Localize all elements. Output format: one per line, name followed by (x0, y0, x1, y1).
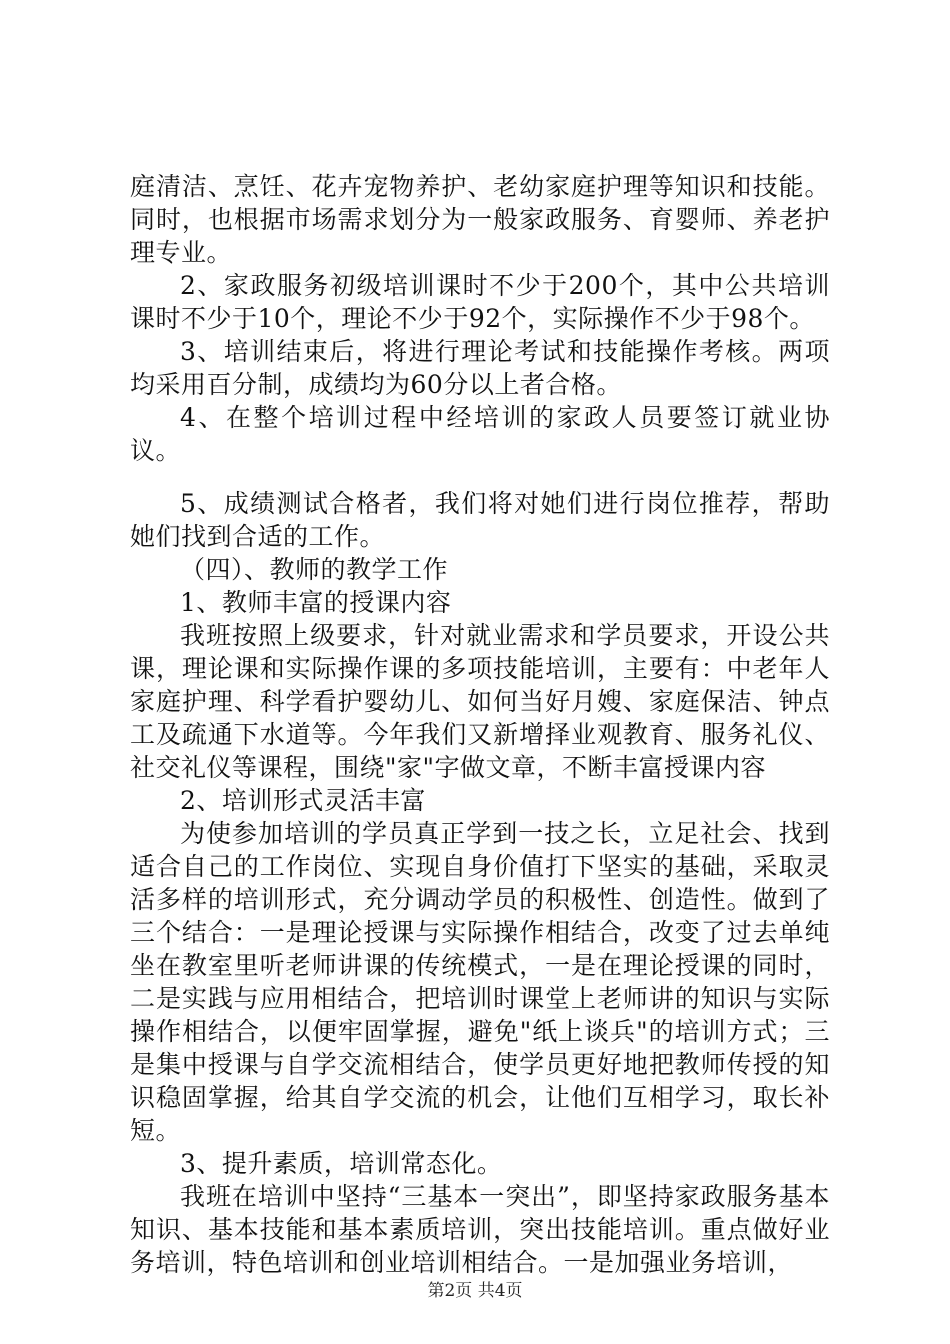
paragraph-quality: 我班在培训中坚持“三基本一突出”，即坚持家政服务基本知识、基本技能和基本素质培训，突出技能培训。重点做好业务培训，特色培训和创业培训相结合。一是加强业务培训， (130, 1182, 830, 1277)
subheading-training-form: 2、培训形式灵活丰富 (180, 786, 426, 815)
paragraph-continuation: 庭清洁、烹饪、花卉宠物养护、老幼家庭护理等知识和技能。同时，也根据市场需求划分为一般家政服务、育婴师、养老护理专业。 (130, 172, 830, 267)
paragraph-item-5: 5、成绩测试合格者，我们将对她们进行岗位推荐，帮助她们找到合适的工作。 (130, 489, 830, 551)
paragraph-teaching-content: 我班按照上级要求，针对就业需求和学员要求，开设公共课，理论课和实际操作课的多项技能培训，主要有：中老年人家庭护理、科学看护婴幼儿、如何当好月嫂、家庭保洁、钟点工及疏通下水道等。今年我们又新增择业观教育、服务礼仪、社交礼仪等课程，围绕"家"字做文章，不断丰富授课内容 (130, 621, 830, 782)
subheading-teaching-content: 1、教师丰富的授课内容 (180, 588, 452, 617)
paragraph-training-form: 为使参加培训的学员真正学到一技之长，立足社会、找到适合自己的工作岗位、实现自身价值打下坚实的基础，采取灵活多样的培训形式，充分调动学员的积极性、创造性。做到了三个结合：一是理论授课与实际操作相结合，改变了过去单纯坐在教室里听老师讲课的传统模式，一是在理论授课的同时，二是实践与应用相结合，把培训时课堂上老师讲的知识与实际操作相结合，以便牢固掌握，避免"纸上谈兵"的培训方式；三是集中授课与自学交流相结合，使学员更好地把教师传授的知识稳固掌握，给其自学交流的机会，让他们互相学习，取长补短。 (130, 819, 830, 1145)
page-number-footer: 第2页 共4页 (427, 1281, 523, 1301)
document-body (130, 170, 830, 1279)
section-heading-4: （四）、教师的教学工作 (180, 555, 449, 584)
paragraph-item-3: 3、培训结束后，将进行理论考试和技能操作考核。两项均采用百分制，成绩均为60分以上者合格。 (130, 337, 830, 399)
subheading-quality: 3、提升素质，培训常态化。 (180, 1149, 503, 1178)
paragraph-item-4: 4、在整个培训过程中经培训的家政人员要签订就业协议。 (130, 403, 830, 465)
paragraph-item-2: 2、家政服务初级培训课时不少于200个，其中公共培训课时不少于10个，理论不少于92个，实际操作不少于98个。 (130, 271, 830, 333)
